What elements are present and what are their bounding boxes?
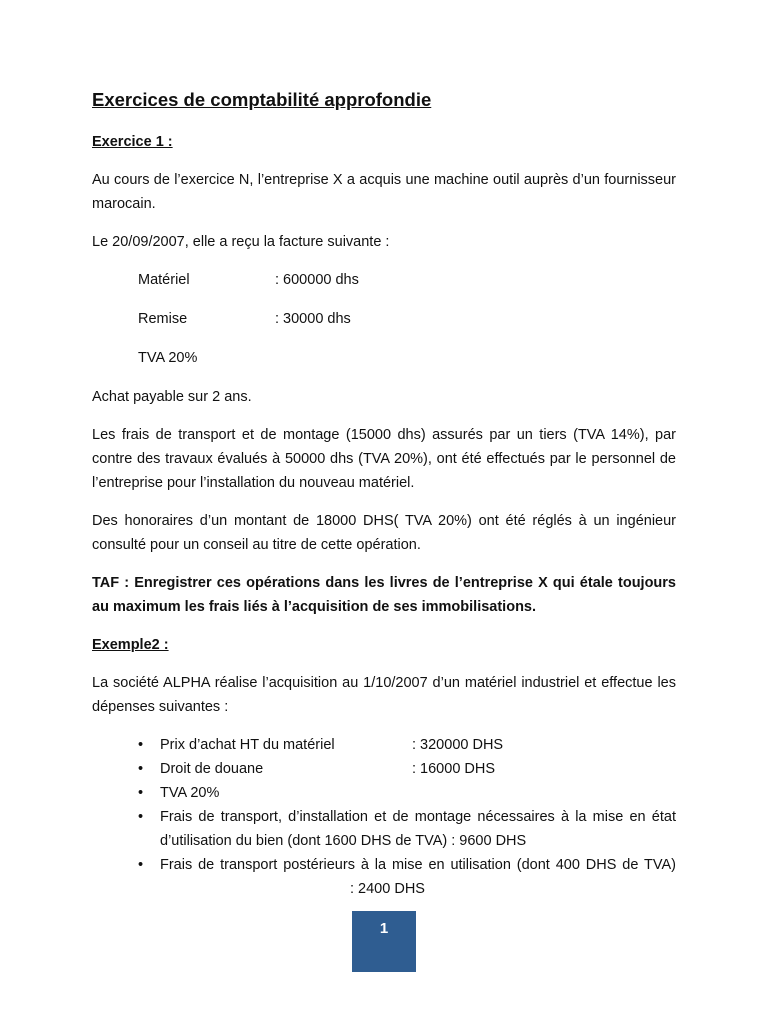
example-2-paragraph-1: La société ALPHA réalise l’acquisition au 1/10/2007 d’un matériel industriel et effectue les dépenses suivantes : [92,675,676,715]
invoice-row [138,346,676,370]
exercise-1-paragraph-5: Des honoraires d’un montant de 18000 DHS( TVA 20%) ont été réglés à un ingénieur consulté pour un conseil au titre de cette opération. [92,513,676,553]
invoice-row [138,307,676,331]
document-title: Exercices de comptabilité approfondie [92,89,432,110]
bullet-icon: • [138,809,144,825]
bullet-icon: • [138,761,144,777]
list-item [138,733,676,757]
expense-list [138,733,676,901]
expense-label: Frais de transport postérieurs à la mise en utilisation (dont 400 DHS de TVA) [160,857,676,873]
invoice-label: Matériel [138,272,190,288]
bullet-icon: • [138,785,144,801]
page-number-badge: 1 [352,911,416,972]
exercise-1-heading: Exercice 1 : [92,134,173,150]
taf-instruction [92,571,676,619]
expense-label: TVA 20% [160,785,220,801]
list-item [138,805,676,853]
list-item [138,781,676,805]
invoice-details [138,268,676,370]
bullet-icon: • [138,737,144,753]
expense-value: : 320000 DHS [412,737,504,753]
exercise-1-paragraph-3: Achat payable sur 2 ans. [92,389,252,405]
expense-description [160,853,676,901]
invoice-value: : 30000 dhs [275,311,351,327]
list-item [138,757,676,781]
invoice-label: Remise [138,311,188,327]
list-item [138,853,676,901]
exercise-1-paragraph-1: Au cours de l’exercice N, l’entreprise X a acquis une machine outil auprès d’un fournisseur marocain. [92,172,676,212]
expense-value: : 16000 DHS [412,761,496,777]
taf-text: Enregistrer ces opérations dans les livres de l’entreprise X qui étale toujours au maximum les frais liés à l’acquisition de ses immobilisations. [92,575,676,615]
invoice-row [138,268,676,292]
exercise-1-paragraph-2: Le 20/09/2007, elle a reçu la facture suivante : [92,234,390,250]
expense-value: : 2400 DHS [350,881,425,897]
expense-description: Frais de transport, d’installation et de montage nécessaires à la mise en état d’utilisation du bien (dont 1600 DHS de TVA) : 9600 DHS [160,809,676,849]
invoice-value: : 600000 dhs [275,272,359,288]
document-page [92,86,676,901]
bullet-icon: • [138,857,144,873]
expense-label: Droit de douane [160,761,264,777]
example-2-heading: Exemple2 : [92,637,169,653]
taf-label: TAF : [92,575,130,591]
exercise-1-paragraph-4: Les frais de transport et de montage (15000 dhs) assurés par un tiers (TVA 14%), par contre des travaux évalués à 50000 dhs (TVA 20%), ont été effectués par le personnel de l’entreprise pour l’installation du nouveau matériel. [92,427,676,491]
invoice-label: TVA 20% [138,350,198,366]
expense-label: Prix d’achat HT du matériel [160,737,335,753]
